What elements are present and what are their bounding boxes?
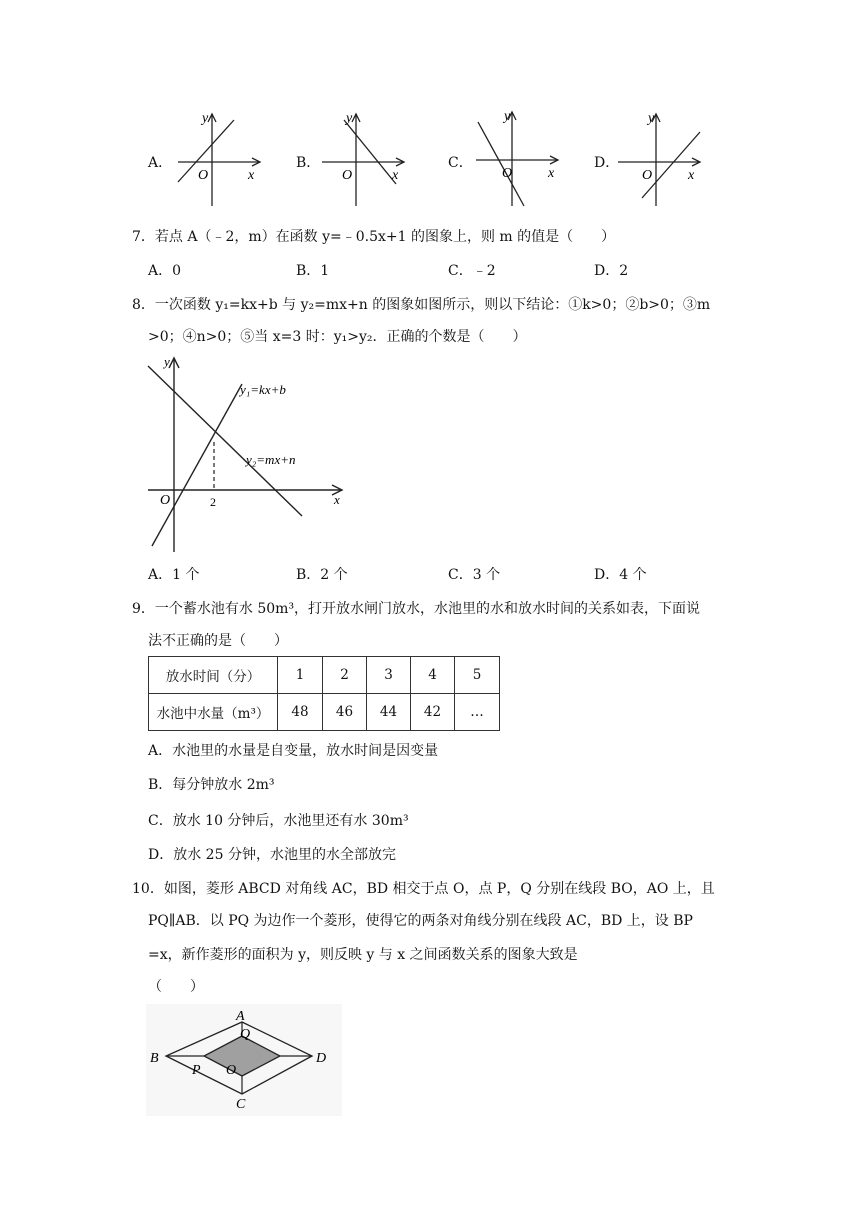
- q9-option-b: B．每分钟放水 2m³: [148, 777, 275, 793]
- q7-option-b: B．1: [296, 263, 330, 279]
- q6-a-y-label: y: [202, 111, 209, 126]
- q8-option-d: D．4 个: [594, 567, 647, 583]
- table-cell: 42: [411, 694, 455, 731]
- table-cell: 5: [455, 657, 500, 694]
- table-row: [149, 657, 500, 694]
- q7-option-c: C．﹣2: [448, 263, 496, 279]
- q9-option-a: A．水池里的水量是自变量，放水时间是因变量: [148, 743, 439, 759]
- q9-water-table: [148, 656, 500, 731]
- q6-option-d-graph: [612, 106, 704, 210]
- q9-row2-label: 水池中水量（m³）: [149, 694, 278, 731]
- q6-option-c-graph: [470, 104, 562, 210]
- q8-stem-line2: >0；④n>0；⑤当 x=3 时：y₁>y₂．正确的个数是（ ）: [148, 329, 527, 345]
- table-row: [149, 694, 500, 731]
- q6-d-y-label: y: [648, 111, 655, 126]
- q10-label-a: A: [236, 1009, 245, 1024]
- q6-c-origin-label: O: [502, 166, 513, 181]
- q8-line1-label: y₁=kx+b: [240, 382, 286, 397]
- q8-option-c: C．3 个: [448, 567, 501, 583]
- q6-option-a-graph: [172, 106, 264, 210]
- q10-rhombus-figure: [146, 1004, 342, 1116]
- q7-option-a: A．0: [148, 263, 182, 279]
- q6-b-origin-label: O: [342, 168, 353, 183]
- q6-b-y-label: y: [346, 111, 353, 126]
- q9-stem-line2: 法不正确的是（ ）: [148, 633, 288, 649]
- q10-label-d: D: [316, 1051, 327, 1066]
- table-cell: 4: [411, 657, 455, 694]
- q10-stem-line1: 10．如图，菱形 ABCD 对角线 AC，BD 相交于点 O，点 P，Q 分别在线段 BO，AO 上，且: [132, 881, 715, 897]
- q6-option-b-graph: [316, 106, 408, 210]
- q6-option-b-letter: B．: [296, 155, 321, 171]
- q8-option-b: B．2 个: [296, 567, 348, 583]
- table-cell: 48: [278, 694, 323, 731]
- q6-d-x-label: x: [688, 168, 695, 183]
- q6-a-x-label: x: [248, 168, 255, 183]
- q9-option-c: C．放水 10 分钟后，水池里还有水 30m³: [148, 813, 409, 829]
- table-cell: 46: [323, 694, 367, 731]
- q8-y-label: y: [164, 354, 170, 369]
- q8-stem-line1: 8．一次函数 y₁=kx+b 与 y₂=mx+n 的图象如图所示，则以下结论：①k>0；②b>0；③m: [132, 297, 711, 313]
- q7-option-d: D．2: [594, 263, 629, 279]
- q8-graph: [146, 352, 346, 554]
- q9-row1-label: 放水时间（分）: [149, 657, 278, 694]
- q8-origin-label: O: [160, 493, 171, 508]
- q6-a-origin-label: O: [198, 168, 209, 183]
- q6-option-a-letter: A．: [148, 155, 173, 171]
- q8-tick-2: 2: [210, 495, 216, 509]
- q10-label-b: B: [150, 1051, 159, 1066]
- q10-label-q: Q: [240, 1027, 251, 1042]
- q6-option-d-letter: D．: [594, 155, 620, 171]
- q9-option-d: D．放水 25 分钟，水池里的水全部放完: [148, 847, 396, 863]
- q7-stem: 7．若点 A（﹣2，m）在函数 y=﹣0.5x+1 的图象上，则 m 的值是（ ）: [132, 229, 616, 245]
- q10-stem-line2: PQ∥AB．以 PQ 为边作一个菱形，使得它的两条对角线分别在线段 AC，BD 上，设 BP: [148, 913, 693, 929]
- q9-stem-line1: 9．一个蓄水池有水 50m³，打开放水闸门放水，水池里的水和放水时间的关系如表，下面说: [132, 601, 701, 617]
- table-cell: 44: [367, 694, 411, 731]
- table-cell: …: [455, 694, 500, 731]
- q10-label-o: O: [226, 1063, 237, 1078]
- q8-x-label: x: [334, 492, 340, 507]
- q10-stem-line3: =x，新作菱形的面积为 y，则反映 y 与 x 之间函数关系的图象大致是: [148, 947, 578, 963]
- q8-option-a: A．1 个: [148, 567, 200, 583]
- q6-c-x-label: x: [548, 166, 555, 181]
- q6-d-origin-label: O: [642, 168, 653, 183]
- q6-b-x-label: x: [392, 168, 399, 183]
- q6-option-c-letter: C．: [448, 155, 473, 171]
- q10-stem-line4: （ ）: [148, 979, 204, 995]
- q10-label-p: P: [192, 1063, 201, 1078]
- q8-line2-label: y₂=mx+n: [246, 452, 296, 467]
- table-cell: 1: [278, 657, 323, 694]
- table-cell: 2: [323, 657, 367, 694]
- q10-label-c: C: [236, 1097, 246, 1112]
- table-cell: 3: [367, 657, 411, 694]
- q6-c-y-label: y: [504, 109, 511, 124]
